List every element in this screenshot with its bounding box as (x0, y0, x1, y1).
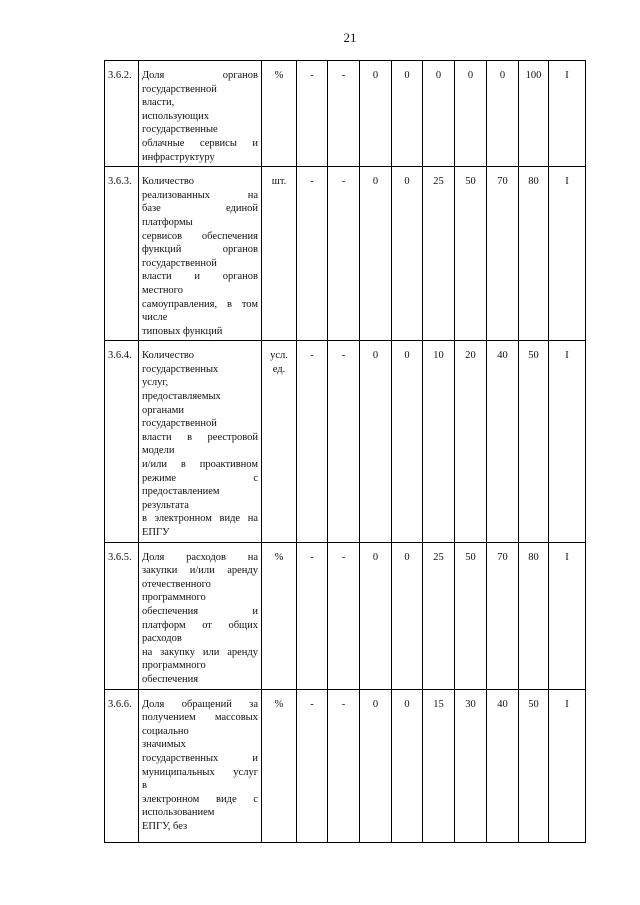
indicator-value: 10 (423, 341, 455, 542)
indicator-value: I (549, 341, 586, 542)
indicator-value: 0 (487, 61, 519, 167)
indicator-name-line: услуг, (142, 377, 169, 389)
indicator-name-line: Доля органов (142, 70, 258, 81)
indicator-name-line: в электронном виде на (142, 513, 258, 525)
indicator-value: 0 (360, 167, 392, 341)
table-row (105, 542, 586, 689)
indicator-value: 0 (360, 689, 392, 842)
indicator-value: 70 (487, 167, 519, 341)
indicator-name-line: государственной (142, 418, 217, 430)
indicator-value: 80 (519, 542, 549, 689)
indicator-name-line: государственных (142, 363, 219, 375)
indicator-name-line: получением массовых (142, 712, 258, 724)
indicator-name-line: предоставлением (142, 486, 220, 498)
indicator-value: I (549, 167, 586, 341)
indicator-name-line: режиме с (142, 472, 258, 484)
indicator-value: 50 (519, 341, 549, 542)
indicator-name (139, 167, 262, 341)
indicator-name-line: в (142, 780, 147, 792)
indicator-name-line: муниципальных услуг (142, 766, 258, 778)
indicator-name-line: Доля обращений за (142, 698, 258, 710)
indicator-value: - (297, 542, 328, 689)
indicator-name-line: власти в реестровой (142, 431, 258, 443)
indicator-name-line: ЕПГУ (142, 527, 170, 538)
indicator-value: 100 (519, 61, 549, 167)
indicator-name-line: значимых (142, 739, 186, 751)
indicator-value: 40 (487, 689, 519, 842)
indicator-name-line: сервисов обеспечения (142, 230, 258, 242)
indicator-value: 0 (360, 542, 392, 689)
table-row (105, 341, 586, 542)
indicator-unit: усл. ед. (262, 341, 297, 542)
indicator-value: 0 (455, 61, 487, 167)
indicator-code: 3.6.6. (105, 689, 139, 842)
indicator-code: 3.6.3. (105, 167, 139, 341)
indicator-name-line: электронном виде с (142, 793, 258, 805)
indicator-name (139, 341, 262, 542)
page-number: 21 (343, 30, 357, 45)
indicator-value: - (297, 61, 328, 167)
indicator-name-line: государственные (142, 124, 218, 136)
indicator-name-line: базе единой (142, 203, 258, 215)
indicator-name-line: социально (142, 725, 189, 737)
indicator-name-line: использующих (142, 110, 210, 122)
indicator-value: I (549, 542, 586, 689)
indicator-value: I (549, 689, 586, 842)
indicator-value: - (297, 689, 328, 842)
indicator-name-line: использованием (142, 807, 215, 819)
indicator-code: 3.6.2. (105, 61, 139, 167)
indicator-name-line: органами (142, 404, 185, 416)
indicator-value: 50 (519, 689, 549, 842)
indicator-value: 0 (392, 61, 423, 167)
indicator-value: - (297, 341, 328, 542)
indicator-value: 40 (487, 341, 519, 542)
indicator-name-line: Доля расходов на (142, 551, 258, 563)
indicator-name-line: числе (142, 312, 168, 324)
table-body (105, 61, 586, 843)
indicator-unit: % (262, 542, 297, 689)
indicator-name-line: власти, (142, 97, 175, 109)
table-row (105, 61, 586, 167)
indicator-unit: шт. (262, 167, 297, 341)
indicator-value: - (328, 689, 360, 842)
indicator-name-line: государственной (142, 83, 217, 95)
indicator-value: 80 (519, 167, 549, 341)
indicator-value: 50 (455, 542, 487, 689)
indicator-name-line: обеспечения (142, 673, 199, 685)
indicator-value: 0 (423, 61, 455, 167)
indicator-value: - (328, 341, 360, 542)
indicator-name-line: платформ от общих (142, 619, 258, 631)
table-row (105, 689, 586, 842)
indicator-name-line: местного (142, 284, 183, 296)
indicator-value: 0 (360, 341, 392, 542)
indicator-name-line: и/или в проактивном (142, 459, 258, 471)
indicator-name-line: расходов (142, 633, 182, 645)
indicator-name-line: ЕПГУ, без (142, 820, 188, 832)
indicator-name-line: Количество (142, 176, 195, 188)
indicator-code: 3.6.4. (105, 341, 139, 542)
indicator-value: 0 (392, 341, 423, 542)
indicator-value: 20 (455, 341, 487, 542)
indicator-name-line: реализованных на (142, 189, 258, 201)
indicator-value: - (328, 167, 360, 341)
indicator-value: 30 (455, 689, 487, 842)
indicator-name (139, 61, 262, 167)
indicator-value: 25 (423, 542, 455, 689)
indicator-name-line: отечественного (142, 578, 211, 590)
indicator-value: 0 (392, 542, 423, 689)
indicator-name-line: модели (142, 445, 175, 457)
indicator-value: - (328, 61, 360, 167)
indicator-value: 70 (487, 542, 519, 689)
indicator-name-line: платформы (142, 216, 193, 228)
indicator-value: 0 (360, 61, 392, 167)
indicator-name-line: обеспечения и (142, 605, 258, 617)
indicator-value: - (297, 167, 328, 341)
indicators-table (104, 60, 586, 843)
indicator-name-line: Количество (142, 350, 195, 362)
indicator-value: 0 (392, 689, 423, 842)
indicator-name-line: инфраструктуру (142, 151, 215, 163)
indicator-name-line: программного (142, 592, 206, 604)
indicator-name-line: государственных и (142, 752, 258, 764)
indicator-name-line: облачные сервисы и (142, 137, 258, 149)
indicator-name-line: на закупку или аренду (142, 646, 258, 658)
indicator-unit: % (262, 61, 297, 167)
indicator-name-line: функций органов (142, 244, 258, 256)
indicator-name-line: государственной (142, 257, 217, 269)
indicator-value: 50 (455, 167, 487, 341)
indicator-code: 3.6.5. (105, 542, 139, 689)
indicator-name (139, 542, 262, 689)
indicator-name-line: закупки и/или аренду (142, 565, 258, 577)
indicator-value: 15 (423, 689, 455, 842)
indicator-name-line: власти и органов (142, 271, 258, 283)
indicator-value: - (328, 542, 360, 689)
indicator-value: I (549, 61, 586, 167)
table-row (105, 167, 586, 341)
indicator-name (139, 689, 262, 842)
indicator-name-line: результата (142, 499, 189, 511)
indicator-value: 0 (392, 167, 423, 341)
indicator-value: 25 (423, 167, 455, 341)
indicator-name-line: программного (142, 660, 206, 672)
indicator-name-line: типовых функций (142, 325, 223, 337)
indicator-name-line: самоуправления, в том (142, 298, 258, 310)
indicator-name-line: предоставляемых (142, 391, 221, 403)
indicator-unit: % (262, 689, 297, 842)
